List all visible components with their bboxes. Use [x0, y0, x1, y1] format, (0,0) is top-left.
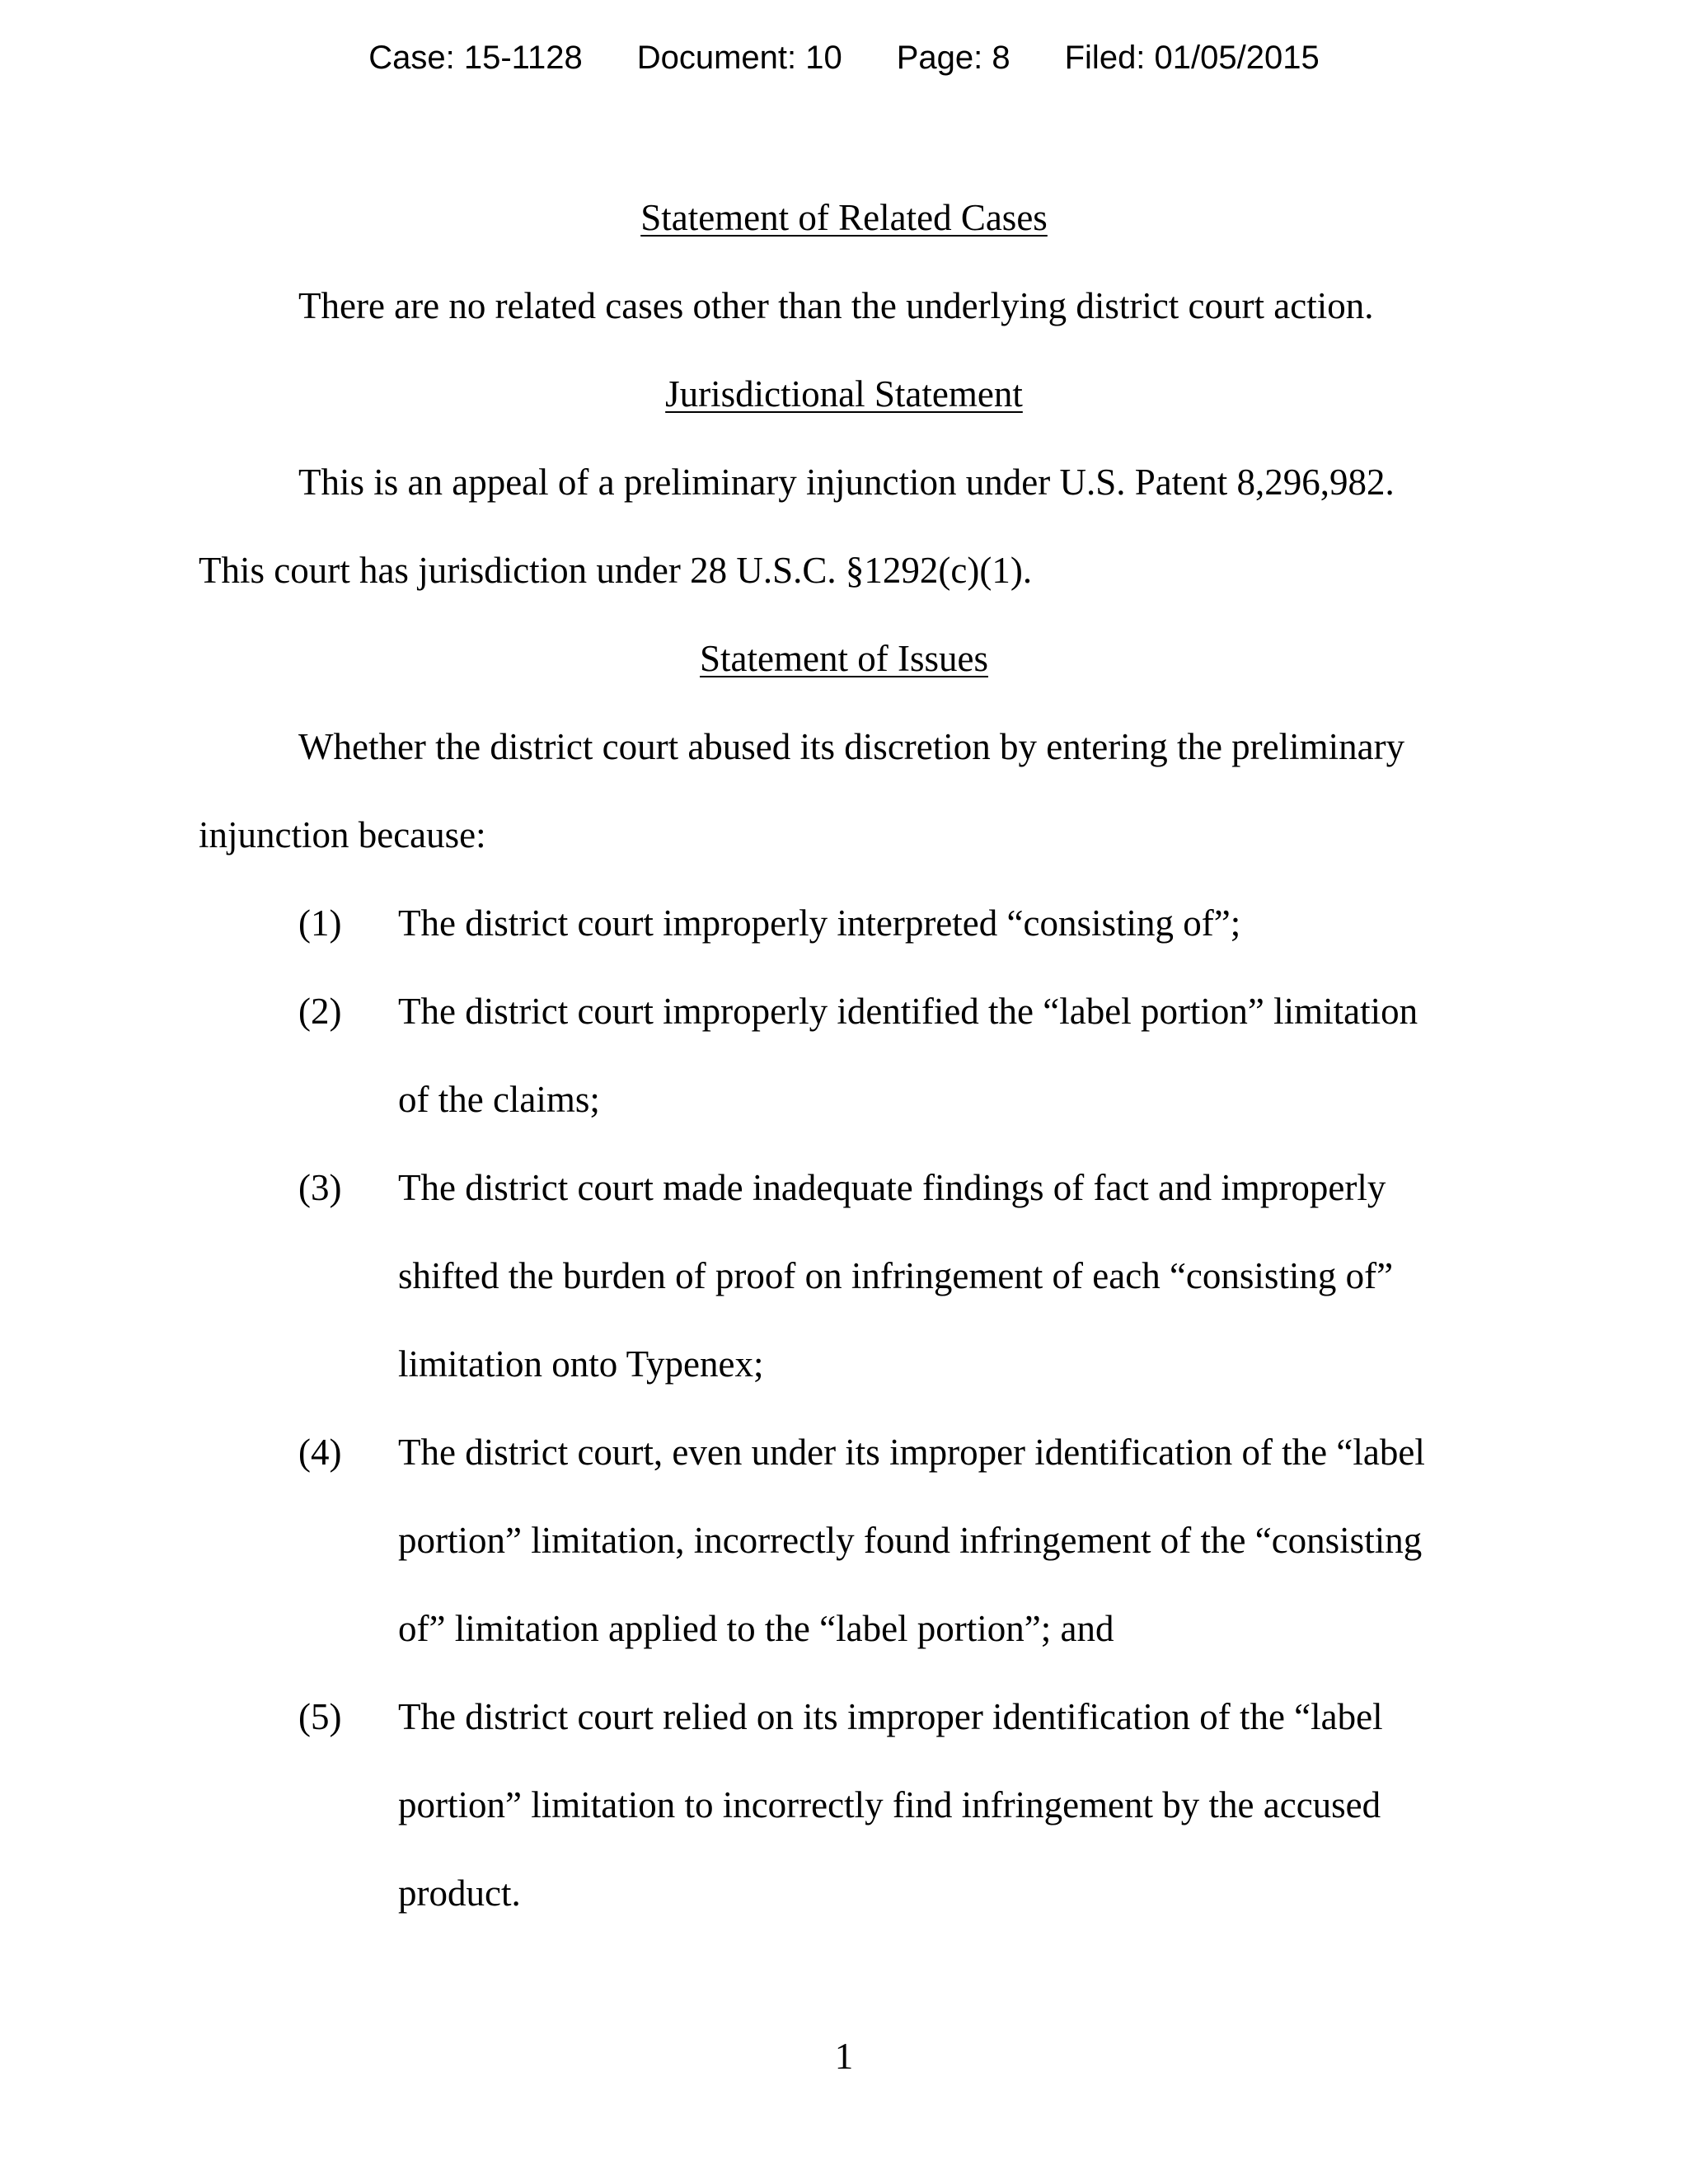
- issue-text-line: of” limitation applied to the “label portion”; and: [398, 1608, 1114, 1649]
- issues-heading: Statement of Issues: [700, 638, 988, 679]
- issue-text-line: The district court improperly identified the “label portion” limitation: [398, 991, 1418, 1032]
- related-cases-heading: Statement of Related Cases: [640, 197, 1048, 238]
- issue-text-line: product.: [398, 1872, 521, 1914]
- issue-text-line: The district court relied on its improper identification of the “label: [398, 1696, 1383, 1737]
- issue-text-line: portion” limitation to incorrectly find infringement by the accused: [398, 1784, 1381, 1825]
- issue-text-line: shifted the burden of proof on infringement of each “consisting of”: [398, 1255, 1394, 1296]
- issue-text-line: portion” limitation, incorrectly found infringement of the “consisting: [398, 1520, 1423, 1561]
- issues-intro-line: Whether the district court abused its discretion by entering the preliminary: [298, 726, 1405, 767]
- case-header: [0, 36, 1688, 79]
- case-number: Case: 15-1128: [368, 40, 583, 76]
- issues-intro-line: injunction because:: [199, 814, 486, 855]
- document-number: Document: 10: [636, 40, 842, 76]
- jurisdiction-text-line: This court has jurisdiction under 28 U.S.C. §1292(c)(1).: [199, 550, 1033, 591]
- related-cases-text: There are no related cases other than the underlying district court action.: [298, 285, 1374, 326]
- page-number-header: Page: 8: [896, 40, 1010, 76]
- issue-number: (5): [298, 1696, 342, 1737]
- jurisdiction-heading: Jurisdictional Statement: [665, 373, 1023, 415]
- issue-text-line: The district court made inadequate findings of fact and improperly: [398, 1167, 1386, 1208]
- issue-number: (2): [298, 991, 342, 1032]
- issue-number: (3): [298, 1167, 342, 1208]
- issue-text-line: The district court improperly interpreted “consisting of”;: [398, 902, 1241, 944]
- issue-number: (1): [298, 902, 342, 944]
- page-footer-number: 1: [834, 2036, 854, 2077]
- issue-text-line: of the claims;: [398, 1079, 600, 1120]
- issue-text-line: The district court, even under its improper identification of the “label: [398, 1432, 1425, 1473]
- filed-date: Filed: 01/05/2015: [1064, 40, 1320, 76]
- issue-number: (4): [298, 1432, 342, 1473]
- issue-text-line: limitation onto Typenex;: [398, 1343, 764, 1385]
- jurisdiction-text-line: This is an appeal of a preliminary injunction under U.S. Patent 8,296,982.: [298, 462, 1395, 503]
